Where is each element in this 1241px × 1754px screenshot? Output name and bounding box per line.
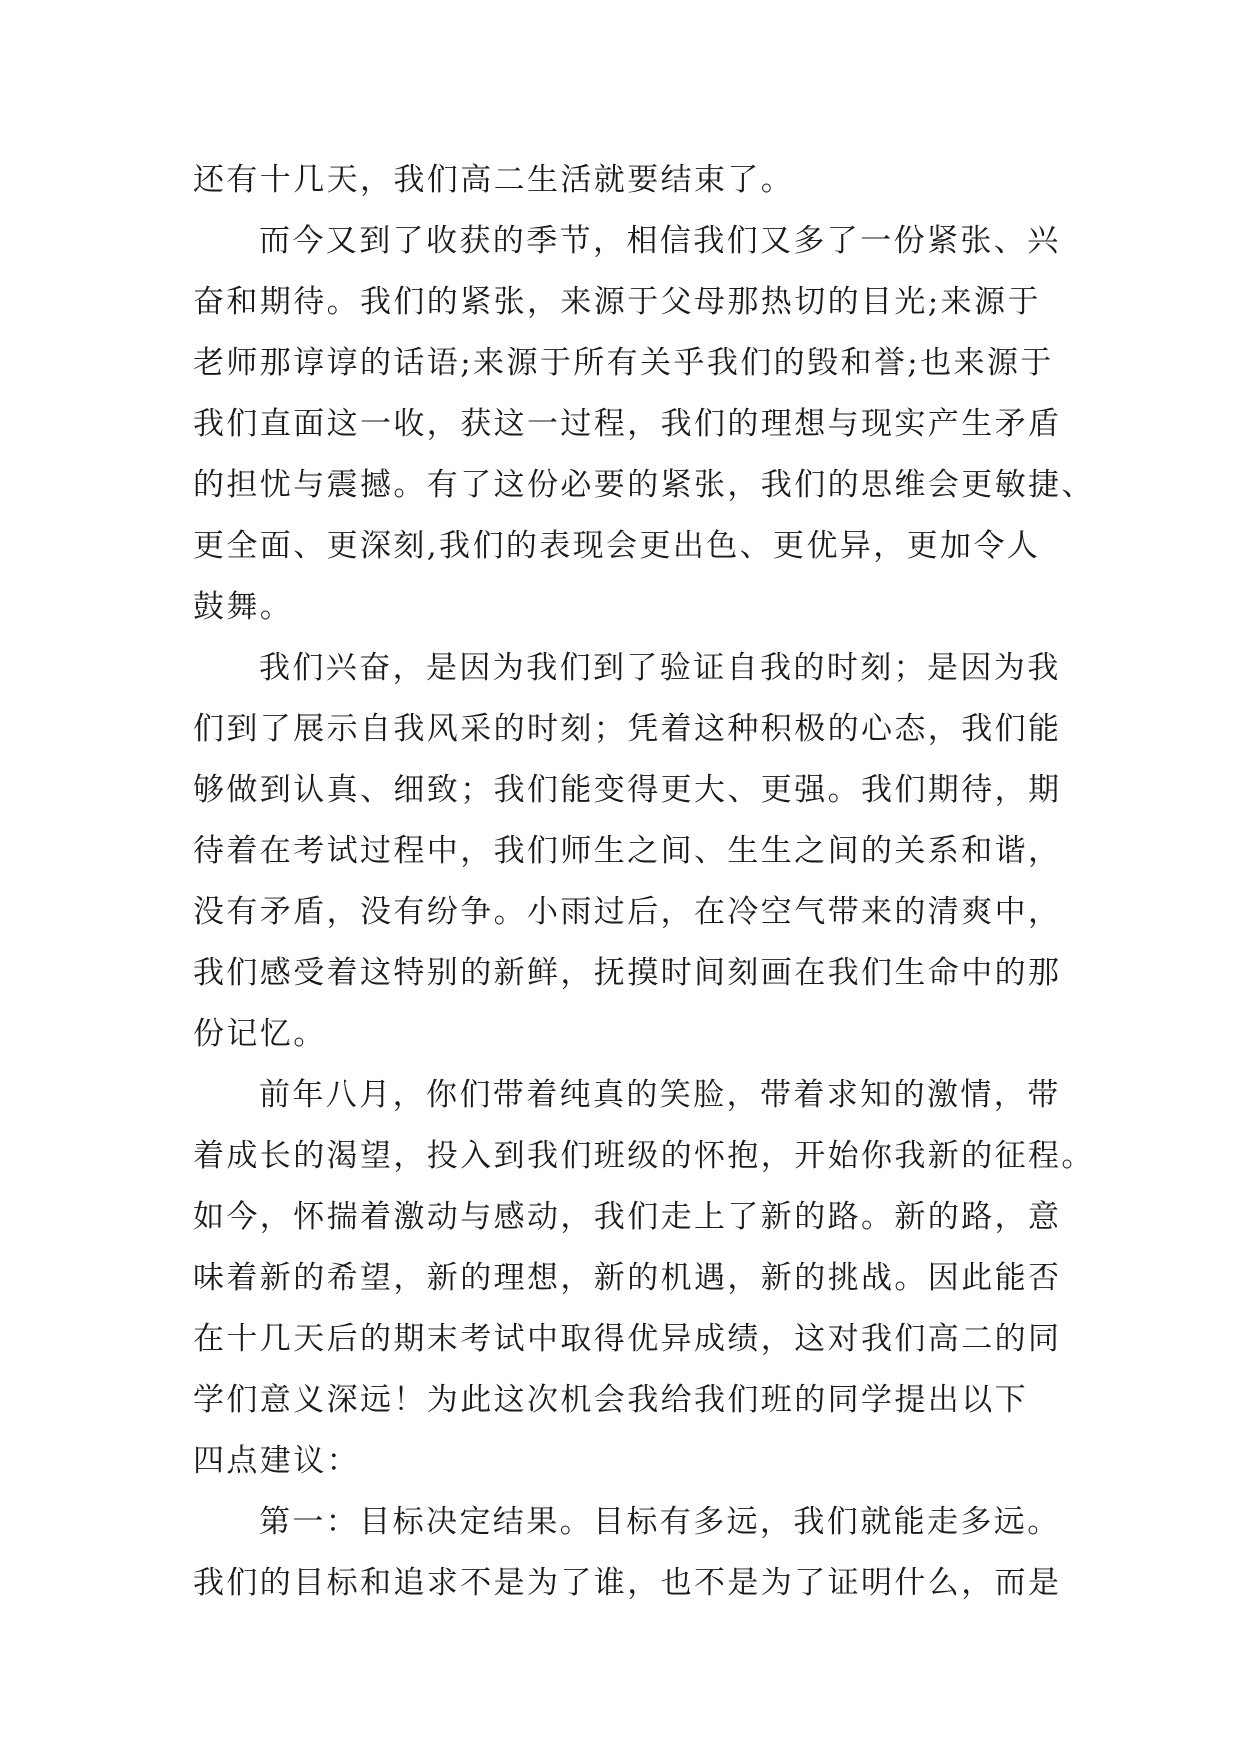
text-line: 的担忧与震撼。有了这份必要的紧张，我们的思维会更敏捷、 bbox=[193, 467, 1095, 503]
text-line: 没有矛盾，没有纷争。小雨过后，在冷空气带来的清爽中， bbox=[193, 894, 1062, 930]
text-line: 还有十几天，我们高二生活就要结束了。 bbox=[193, 162, 795, 198]
text-line: 我们感受着这特别的新鲜，抚摸时间刻画在我们生命中的那 bbox=[193, 955, 1062, 991]
text-line: 在十几天后的期末考试中取得优异成绩，这对我们高二的同 bbox=[193, 1321, 1062, 1357]
text-line: 前年八月，你们带着纯真的笑脸，带着求知的激情，带 bbox=[259, 1077, 1061, 1113]
text-line: 待着在考试过程中，我们师生之间、生生之间的关系和谐， bbox=[193, 833, 1062, 869]
text-line: 更全面、更深刻,我们的表现会更出色、更优异，更加令人 bbox=[193, 528, 1041, 564]
text-line: 味着新的希望，新的理想，新的机遇，新的挑战。因此能否 bbox=[193, 1260, 1062, 1296]
text-line: 而今又到了收获的季节，相信我们又多了一份紧张、兴 bbox=[259, 223, 1061, 259]
text-line: 老师那谆谆的话语;来源于所有关乎我们的毁和誉;也来源于 bbox=[193, 345, 1054, 381]
text-line: 学们意义深远！为此这次机会我给我们班的同学提出以下 bbox=[193, 1382, 1028, 1418]
document-page bbox=[193, 150, 1095, 1614]
text-line: 四点建议： bbox=[193, 1443, 360, 1479]
text-line: 第一：目标决定结果。目标有多远，我们就能走多远。 bbox=[259, 1504, 1061, 1540]
text-line: 我们兴奋，是因为我们到了验证自我的时刻；是因为我 bbox=[259, 650, 1061, 686]
text-line: 着成长的渴望，投入到我们班级的怀抱，开始你我新的征程。 bbox=[193, 1138, 1095, 1174]
text-line: 份记忆。 bbox=[193, 1016, 327, 1052]
text-line: 我们直面这一收，获这一过程，我们的理想与现实产生矛盾 bbox=[193, 406, 1062, 442]
text-line: 奋和期待。我们的紧张，来源于父母那热切的目光;来源于 bbox=[193, 284, 1041, 320]
text-line: 鼓舞。 bbox=[193, 589, 294, 625]
text-line: 我们的目标和追求不是为了谁，也不是为了证明什么，而是 bbox=[193, 1565, 1062, 1601]
text-line: 够做到认真、细致；我们能变得更大、更强。我们期待，期 bbox=[193, 772, 1062, 808]
text-line: 们到了展示自我风采的时刻；凭着这种积极的心态，我们能 bbox=[193, 711, 1062, 747]
text-line: 如今，怀揣着激动与感动，我们走上了新的路。新的路，意 bbox=[193, 1199, 1062, 1235]
